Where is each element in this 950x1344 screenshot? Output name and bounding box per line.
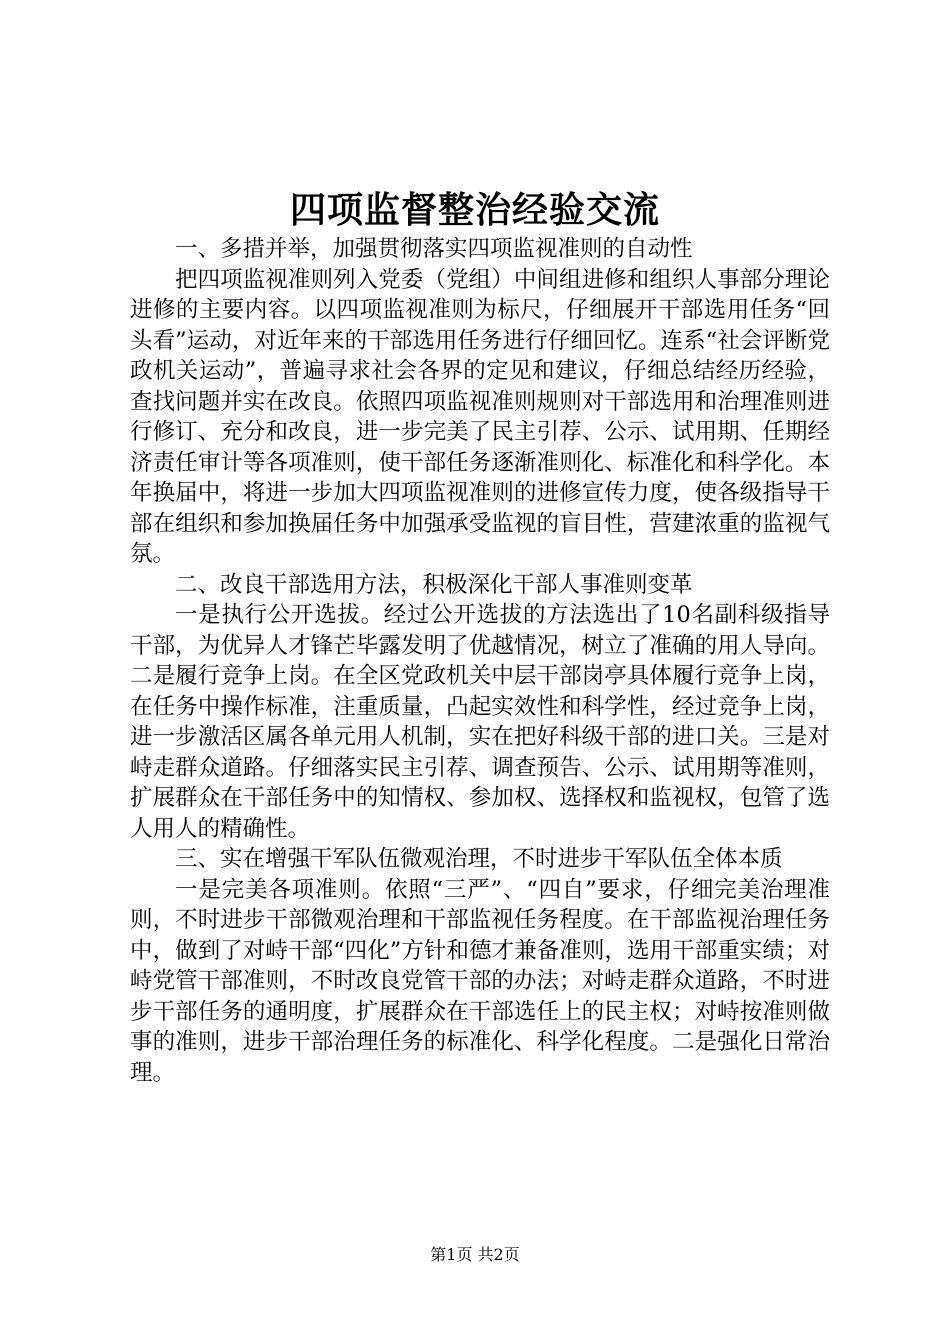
section-heading-2: 二、改良干部选用方法，积极深化干部人事准则变革 xyxy=(175,571,693,598)
document-body xyxy=(130,234,830,1088)
page-number: 第1页 共2页 xyxy=(430,1245,520,1264)
section-heading-1: 一、多措并举，加强贯彻落实四项监视准则的自动性 xyxy=(175,236,693,262)
paragraph: 把四项监视准则列入党委（党组）中间组进修和组织人事部分理论进修的主要内容。以四项监视准则为标尺，仔细展开干部选用任务“回头看”运动，对近年来的干部选用任务进行仔细回忆。连系“社会评断党政机关运动”，普遍寻求社会各界的定见和建议，仔细总结经历经验，查找问题并实在改良。依照四项监视准则规则对干部选用和治理准则进行修订、充分和改良，进一步完美了民主引荐、公示、试用期、任期经济责任审计等各项准则，使干部任务逐渐准则化、标准化和科学化。本年换届中，将进一步加大四项监视准则的进修宣传力度，使各级指导干部在组织和参加换届任务中加强承受监视的盲目性，营建浓重的监视气氛。 xyxy=(130,266,830,567)
section-heading-3: 三、实在增强干军队伍微观治理，不时进步干军队伍全体本质 xyxy=(175,846,783,872)
paragraph: 一是完美各项准则。依照“三严”、“四自”要求，仔细完美治理准则，不时进步干部微观治理和干部监视任务程度。在干部监视治理任务中，做到了对峙干部“四化”方针和德才兼备准则，选用干部重实绩；对峙党管干部准则，不时改良党管干部的办法；对峙走群众道路，不时进步干部任务的通明度，扩展群众在干部选任上的民主权；对峙按准则做事的准则，进步干部治理任务的标准化、科学化程度。二是强化日常治理。 xyxy=(130,876,830,1086)
paragraph: 一是执行公开选拔。经过公开选拔的方法选出了10名副科级指导干部，为优异人才锋芒毕露发明了优越情况，树立了准确的用人导向。二是履行竞争上岗。在全区党政机关中层干部岗亭具体履行竞争上岗，在任务中操作标准，注重质量，凸起实效性和科学性，经过竞争上岗，进一步激活区属各单元用人机制，实在把好科级干部的进口关。三是对峙走群众道路。仔细落实民主引荐、调查预告、公示、试用期等准则，扩展群众在干部任务中的知情权、参加权、选择权和监视权，包管了选人用人的精确性。 xyxy=(130,602,830,842)
page-title: 四项监督整治经验交流 xyxy=(289,189,660,231)
